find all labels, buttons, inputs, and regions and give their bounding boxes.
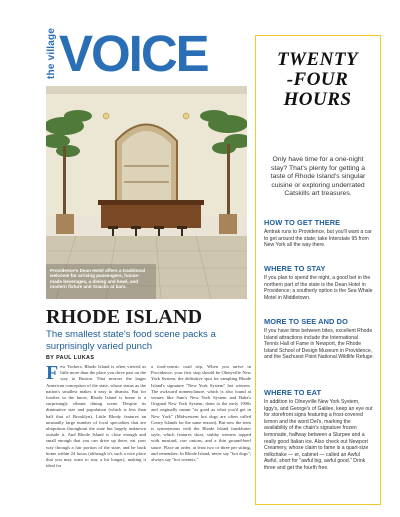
sidebar-section-see-do [264, 317, 374, 361]
article-column-1-text: ew Yorkers, Rhode Island is often viewed as little more than the place you drive past on the way to Boston. That mirrors the larger American conception of the state, whose status as the nation's smallest makes it easy to dismiss. But for foodies in the know, Rhode Island is home to a surprisingly vibrant dining scene. Despite its diminutive size and population (which is less than half that of Brooklyn), Little Rhody features an unusually large number of local specialties that are ubiquitous throughout the state but largely unknown outside it. And Rhode Island is close enough and small enough that you can drive up there, eat your way through a fair portion of the state, and be back home within 24 hours (although it's such a nice place that you may want to stay a bit longer), making it ideal for [46, 364, 146, 469]
sidebar-heading: WHERE TO STAY [264, 264, 326, 273]
sidebar-section-get-there [264, 218, 374, 249]
sidebar-title-line-2: -FOUR [286, 69, 349, 90]
masthead [46, 25, 246, 82]
sidebar-section-eat [264, 388, 374, 472]
sidebar-body: If you have time between bites, excellent Rhode Island attractions include the International Tennis Hall of Fame in Newport, the Rhode Island School of Design Museum in Providence, and the Sachuest Point National Wildlife Refuge. [264, 328, 374, 361]
photo-caption: Providence's Dean Hotel offers a traditional welcome for arriving passengers, house-made beverages, a dining and bowl, and modern fixture and Snacks at bars. [50, 268, 146, 290]
sidebar-title [256, 50, 379, 110]
sidebar-heading: MORE TO SEE AND DO [264, 317, 348, 326]
article-column-2 [151, 364, 251, 463]
sidebar-intro: Only have time for a one-night stay? That's plenty for getting a taste of Rhode Island's singular cuisine or exploring underrated Catskills art treasures. [270, 156, 366, 198]
sidebar-title-line-1: TWENTY [276, 49, 359, 70]
article-column-1 [46, 364, 146, 469]
masthead-title: VOICE [59, 25, 208, 82]
sidebar-body: In addition to Olneyville New York System, Iggy's, and George's of Galilee, keep an eye out for storefront signs featuring a frost-covered lemon and the word Del's, marking the availability of the chain's signature frozen lemonade, halfway between a Slurpee and a really good Italian ice. Also check out Newport Creamery, whose claim to fame is a quart-size milkshake — er, cabinet — called an Awful Awful, short for "awful big, awful good." Drink three and get the fourth free. [264, 399, 373, 471]
sidebar-box [255, 35, 381, 505]
sidebar-body: If you plan to spend the night, a good bet in the northern part of the state is the Dean Hotel in Providence; a southerly option is the Sea Whale Motel in Middletown. [264, 275, 373, 301]
article-subhead: The smallest state's food scene packs a surprisingly varied punch [46, 329, 216, 352]
article-headline: RHODE ISLAND [46, 306, 203, 328]
article-byline: BY PAUL LUKAS [46, 355, 95, 361]
masthead-small-wrapper [46, 27, 58, 79]
article-column-2-text: a food-centric road trip. When you arrive in Providence, your first stop should be Olneyville New York System, the definitive spot for sampling Rhode Island's signature "New York System" hot wieners. The awkward nomenclature, which is also found at venues like Sam's New York System and Baba's Original New York System, dates to the early 1900s and originally meant "as good as what you'd get in New York" (Midwestern hot dogs are often called Coney Islands for the same reason). But now the term is synonymous with the Rhode Island frankfurter style, which features short, stubby wieners topped with mustard, raw onions, and a thin ground-beef sauce. Place an order, at least two or three per sitting, and remember: In Rhode Island, never say "hot dogs"; always say "hot wieners." [151, 364, 251, 463]
sidebar-title-line-3: HOURS [283, 89, 352, 110]
masthead-small-text: the village [46, 27, 57, 79]
sidebar-body: Amtrak runs to Providence, but you'll want a car to get around the state; take Interstate 95 from New York all the way there. [264, 229, 372, 249]
sidebar-heading: WHERE TO EAT [264, 388, 322, 397]
drop-cap: F [46, 362, 59, 384]
sidebar-section-stay [264, 264, 374, 301]
sidebar-heading: HOW TO GET THERE [264, 218, 341, 227]
